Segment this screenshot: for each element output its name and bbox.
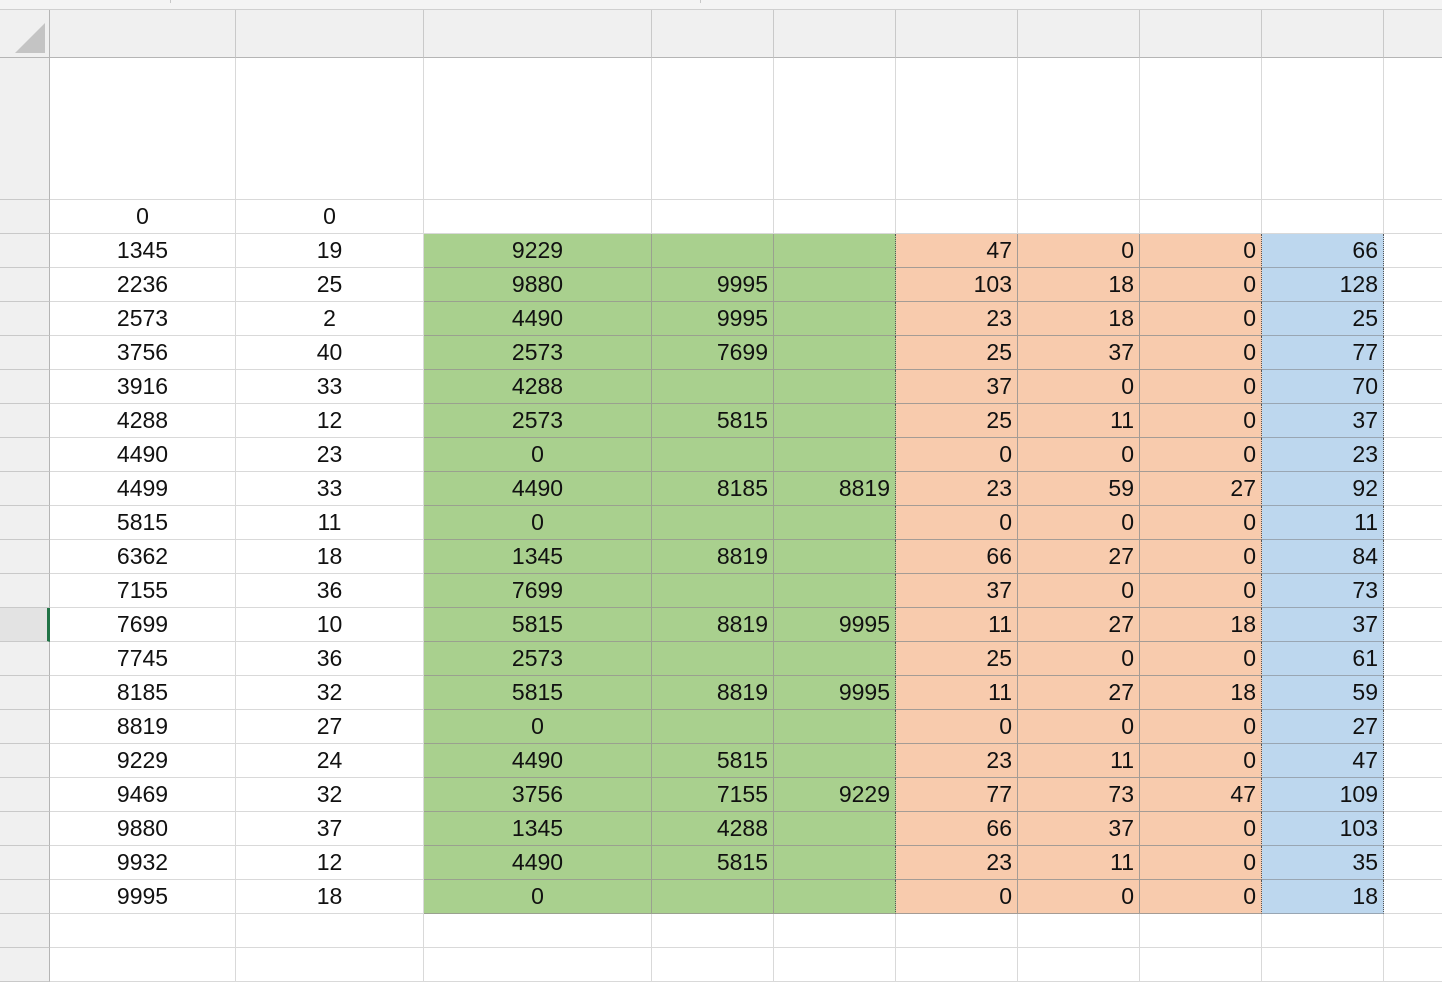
table-cell[interactable] <box>1384 540 1442 574</box>
row-header-7[interactable] <box>0 370 50 404</box>
column-header-b[interactable] <box>236 10 424 58</box>
cell[interactable] <box>236 914 424 948</box>
table-cell[interactable]: 3916 <box>50 370 236 404</box>
table-cell[interactable]: 8819 <box>652 676 774 710</box>
table-cell[interactable] <box>1384 812 1442 846</box>
table-cell[interactable]: 18 <box>1018 302 1140 336</box>
table-cell[interactable]: 32 <box>236 676 424 710</box>
table-cell[interactable]: 1345 <box>50 234 236 268</box>
cell[interactable] <box>1384 58 1442 200</box>
table-cell[interactable]: 0 <box>1140 744 1262 778</box>
cell[interactable] <box>1262 58 1384 200</box>
table-cell[interactable]: 0 <box>1140 438 1262 472</box>
table-cell[interactable]: 24 <box>236 744 424 778</box>
table-cell[interactable]: 0 <box>1140 404 1262 438</box>
cell[interactable] <box>1018 914 1140 948</box>
row-header-11[interactable] <box>0 506 50 540</box>
table-cell[interactable]: 18 <box>1140 676 1262 710</box>
table-cell[interactable]: 9880 <box>424 268 652 302</box>
table-cell[interactable]: 70 <box>1262 370 1384 404</box>
table-cell[interactable] <box>774 404 896 438</box>
table-cell[interactable]: 27 <box>1018 608 1140 642</box>
row-header-24[interactable] <box>0 948 50 982</box>
table-cell[interactable] <box>1384 676 1442 710</box>
row-header-22[interactable] <box>0 880 50 914</box>
table-cell[interactable]: 4490 <box>50 438 236 472</box>
table-cell[interactable]: 0 <box>424 710 652 744</box>
table-cell[interactable]: 0 <box>1140 846 1262 880</box>
table-cell[interactable]: 33 <box>236 370 424 404</box>
table-cell[interactable]: 27 <box>1262 710 1384 744</box>
cell[interactable] <box>896 914 1018 948</box>
cell[interactable] <box>1384 914 1442 948</box>
table-cell[interactable]: 4490 <box>424 302 652 336</box>
table-cell[interactable]: 25 <box>1262 302 1384 336</box>
table-cell[interactable] <box>896 200 1018 234</box>
cell[interactable] <box>652 948 774 982</box>
table-cell[interactable]: 7155 <box>652 778 774 812</box>
table-cell[interactable]: 0 <box>1140 812 1262 846</box>
table-cell[interactable]: 0 <box>1140 336 1262 370</box>
table-cell[interactable] <box>774 540 896 574</box>
table-cell[interactable]: 2573 <box>424 642 652 676</box>
table-cell[interactable]: 12 <box>236 846 424 880</box>
table-cell[interactable] <box>1384 472 1442 506</box>
table-cell[interactable]: 0 <box>896 506 1018 540</box>
table-cell[interactable]: 59 <box>1262 676 1384 710</box>
table-cell[interactable] <box>774 642 896 676</box>
row-header-21[interactable] <box>0 846 50 880</box>
table-cell[interactable] <box>774 234 896 268</box>
table-cell[interactable] <box>774 880 896 914</box>
table-cell[interactable]: 103 <box>896 268 1018 302</box>
table-cell[interactable]: 25 <box>896 336 1018 370</box>
column-header-g[interactable] <box>1018 10 1140 58</box>
table-cell[interactable]: 9995 <box>50 880 236 914</box>
cell[interactable] <box>774 948 896 982</box>
table-cell[interactable]: 4288 <box>652 812 774 846</box>
table-cell[interactable]: 7699 <box>652 336 774 370</box>
row-header-13[interactable] <box>0 574 50 608</box>
table-cell[interactable]: 37 <box>1018 812 1140 846</box>
table-cell[interactable]: 9995 <box>652 268 774 302</box>
window-top-bar <box>0 0 1442 10</box>
column-header-a[interactable] <box>50 10 236 58</box>
table-cell[interactable]: 27 <box>1018 540 1140 574</box>
table-cell[interactable]: 23 <box>896 472 1018 506</box>
column-header-d[interactable] <box>652 10 774 58</box>
table-cell[interactable]: 77 <box>896 778 1018 812</box>
table-cell[interactable]: 18 <box>1262 880 1384 914</box>
table-cell[interactable]: 7699 <box>50 608 236 642</box>
table-cell[interactable] <box>774 812 896 846</box>
table-cell[interactable]: 11 <box>1018 404 1140 438</box>
table-cell[interactable]: 0 <box>1140 574 1262 608</box>
table-cell[interactable]: 4288 <box>50 404 236 438</box>
cell[interactable] <box>1018 58 1140 200</box>
row-header-20[interactable] <box>0 812 50 846</box>
table-cell[interactable]: 47 <box>1140 778 1262 812</box>
table-cell[interactable]: 37 <box>1262 608 1384 642</box>
table-cell[interactable]: 25 <box>896 404 1018 438</box>
table-cell[interactable] <box>1384 336 1442 370</box>
table-cell[interactable]: 2573 <box>424 336 652 370</box>
table-cell[interactable]: 11 <box>236 506 424 540</box>
table-cell[interactable] <box>652 506 774 540</box>
row-header-17[interactable] <box>0 710 50 744</box>
table-cell[interactable]: 2236 <box>50 268 236 302</box>
table-cell[interactable]: 25 <box>896 642 1018 676</box>
table-cell[interactable]: 0 <box>424 880 652 914</box>
table-cell[interactable]: 12 <box>236 404 424 438</box>
table-cell[interactable]: 47 <box>896 234 1018 268</box>
table-cell[interactable]: 59 <box>1018 472 1140 506</box>
table-cell[interactable] <box>1384 574 1442 608</box>
table-cell[interactable]: 5815 <box>652 744 774 778</box>
table-cell[interactable]: 73 <box>1262 574 1384 608</box>
table-cell[interactable]: 4490 <box>424 472 652 506</box>
table-cell[interactable]: 0 <box>1018 574 1140 608</box>
row-header-6[interactable] <box>0 336 50 370</box>
table-cell[interactable]: 8185 <box>50 676 236 710</box>
header-cell-a[interactable] <box>50 58 236 200</box>
table-cell[interactable]: 18 <box>236 540 424 574</box>
table-cell[interactable] <box>1384 642 1442 676</box>
table-cell[interactable]: 9995 <box>774 608 896 642</box>
table-cell[interactable]: 0 <box>1018 370 1140 404</box>
table-cell[interactable]: 11 <box>1262 506 1384 540</box>
table-cell[interactable] <box>1384 880 1442 914</box>
table-cell[interactable]: 66 <box>1262 234 1384 268</box>
table-cell[interactable]: 9229 <box>424 234 652 268</box>
table-cell[interactable] <box>1384 710 1442 744</box>
table-cell[interactable]: 35 <box>1262 846 1384 880</box>
table-cell[interactable] <box>652 710 774 744</box>
table-cell[interactable]: 23 <box>896 846 1018 880</box>
table-cell[interactable] <box>1384 268 1442 302</box>
table-cell[interactable] <box>652 200 774 234</box>
table-cell[interactable]: 0 <box>896 438 1018 472</box>
table-cell[interactable]: 73 <box>1018 778 1140 812</box>
table-cell[interactable] <box>774 438 896 472</box>
table-cell[interactable]: 0 <box>1140 302 1262 336</box>
table-cell[interactable] <box>1384 744 1442 778</box>
table-cell[interactable] <box>774 268 896 302</box>
table-cell[interactable]: 0 <box>1018 880 1140 914</box>
cell[interactable] <box>1140 948 1262 982</box>
table-cell[interactable]: 18 <box>236 880 424 914</box>
table-cell[interactable]: 23 <box>236 438 424 472</box>
table-cell[interactable] <box>774 336 896 370</box>
table-cell[interactable]: 27 <box>1140 472 1262 506</box>
column-header-i[interactable] <box>1262 10 1384 58</box>
table-cell[interactable]: 5815 <box>424 676 652 710</box>
column-header-c[interactable] <box>424 10 652 58</box>
table-cell[interactable]: 27 <box>236 710 424 744</box>
table-cell[interactable] <box>1384 778 1442 812</box>
table-cell[interactable]: 128 <box>1262 268 1384 302</box>
table-cell[interactable]: 4288 <box>424 370 652 404</box>
table-cell[interactable]: 0 <box>1018 642 1140 676</box>
table-cell[interactable] <box>1384 200 1442 234</box>
table-cell[interactable]: 8819 <box>50 710 236 744</box>
table-cell[interactable]: 27 <box>1018 676 1140 710</box>
cell[interactable] <box>774 914 896 948</box>
table-cell[interactable]: 0 <box>424 438 652 472</box>
table-cell[interactable]: 9880 <box>50 812 236 846</box>
table-cell[interactable]: 1345 <box>424 812 652 846</box>
table-cell[interactable]: 9995 <box>652 302 774 336</box>
table-cell[interactable]: 5815 <box>424 608 652 642</box>
table-cell[interactable]: 11 <box>896 608 1018 642</box>
table-cell[interactable]: 8185 <box>652 472 774 506</box>
table-cell[interactable]: 11 <box>896 676 1018 710</box>
table-cell[interactable]: 7745 <box>50 642 236 676</box>
table-cell[interactable]: 36 <box>236 574 424 608</box>
table-cell[interactable]: 7155 <box>50 574 236 608</box>
table-cell[interactable]: 5815 <box>652 846 774 880</box>
table-cell[interactable]: 9469 <box>50 778 236 812</box>
table-cell[interactable]: 23 <box>1262 438 1384 472</box>
row-header-3[interactable] <box>0 234 50 268</box>
table-cell[interactable]: 0 <box>424 506 652 540</box>
table-cell[interactable]: 0 <box>1140 880 1262 914</box>
table-cell[interactable]: 0 <box>1140 642 1262 676</box>
table-cell[interactable]: 66 <box>896 540 1018 574</box>
table-cell[interactable]: 37 <box>1018 336 1140 370</box>
table-cell[interactable]: 0 <box>1018 234 1140 268</box>
table-cell[interactable]: 109 <box>1262 778 1384 812</box>
row-header-14[interactable] <box>0 608 50 642</box>
table-cell[interactable] <box>774 200 896 234</box>
table-cell[interactable]: 84 <box>1262 540 1384 574</box>
select-all-triangle-icon <box>15 23 45 53</box>
table-cell[interactable]: 4499 <box>50 472 236 506</box>
table-cell[interactable] <box>652 370 774 404</box>
cell[interactable] <box>1140 914 1262 948</box>
table-cell[interactable]: 8819 <box>774 472 896 506</box>
table-cell[interactable] <box>652 880 774 914</box>
table-cell[interactable]: 0 <box>1140 234 1262 268</box>
top-bar-tick <box>700 0 701 3</box>
cell[interactable] <box>1262 914 1384 948</box>
table-cell[interactable]: 19 <box>236 234 424 268</box>
table-cell[interactable]: 0 <box>896 880 1018 914</box>
table-cell[interactable]: 40 <box>236 336 424 370</box>
column-header-e[interactable] <box>774 10 896 58</box>
table-cell[interactable]: 0 <box>1140 268 1262 302</box>
select-all-corner[interactable] <box>0 10 50 58</box>
cell[interactable] <box>424 914 652 948</box>
table-cell[interactable] <box>1384 302 1442 336</box>
header-cell-c[interactable] <box>424 58 652 200</box>
table-cell[interactable]: 18 <box>1140 608 1262 642</box>
table-cell[interactable]: 8819 <box>652 540 774 574</box>
table-cell[interactable] <box>1384 608 1442 642</box>
table-cell[interactable]: 37 <box>236 812 424 846</box>
cell[interactable] <box>652 914 774 948</box>
row-header-18[interactable] <box>0 744 50 778</box>
table-cell[interactable] <box>652 574 774 608</box>
row-header-15[interactable] <box>0 642 50 676</box>
table-cell[interactable]: 5815 <box>652 404 774 438</box>
row-header-19[interactable] <box>0 778 50 812</box>
table-cell[interactable] <box>774 846 896 880</box>
table-cell[interactable]: 32 <box>236 778 424 812</box>
table-cell[interactable]: 0 <box>1140 370 1262 404</box>
cell[interactable] <box>50 914 236 948</box>
table-cell[interactable]: 9995 <box>774 676 896 710</box>
column-header-j[interactable] <box>1384 10 1442 58</box>
table-cell[interactable]: 37 <box>1262 404 1384 438</box>
table-cell[interactable]: 4490 <box>424 744 652 778</box>
row-header-23[interactable] <box>0 914 50 948</box>
table-cell[interactable]: 2573 <box>424 404 652 438</box>
cell[interactable] <box>896 948 1018 982</box>
table-cell[interactable]: 61 <box>1262 642 1384 676</box>
table-cell[interactable]: 6362 <box>50 540 236 574</box>
table-cell[interactable]: 3756 <box>424 778 652 812</box>
row-header-2[interactable] <box>0 200 50 234</box>
table-cell[interactable] <box>1384 370 1442 404</box>
table-cell[interactable]: 92 <box>1262 472 1384 506</box>
table-cell[interactable] <box>652 642 774 676</box>
header-cell-b[interactable] <box>236 58 424 200</box>
row-header-8[interactable] <box>0 404 50 438</box>
row-header-10[interactable] <box>0 472 50 506</box>
table-cell[interactable] <box>1140 200 1262 234</box>
cell[interactable] <box>236 948 424 982</box>
column-header-h[interactable] <box>1140 10 1262 58</box>
cell[interactable] <box>896 58 1018 200</box>
column-header-f[interactable] <box>896 10 1018 58</box>
table-cell[interactable] <box>652 234 774 268</box>
table-cell[interactable]: 103 <box>1262 812 1384 846</box>
table-cell[interactable]: 0 <box>1140 710 1262 744</box>
table-cell[interactable]: 9229 <box>774 778 896 812</box>
table-cell[interactable]: 9932 <box>50 846 236 880</box>
cell[interactable] <box>1262 948 1384 982</box>
top-bar-tick <box>170 0 171 3</box>
cell[interactable] <box>1018 948 1140 982</box>
table-cell[interactable]: 0 <box>236 200 424 234</box>
table-cell[interactable] <box>1384 846 1442 880</box>
table-cell[interactable] <box>1384 234 1442 268</box>
cell[interactable] <box>424 948 652 982</box>
row-header-9[interactable] <box>0 438 50 472</box>
table-cell[interactable] <box>774 710 896 744</box>
table-cell[interactable] <box>774 744 896 778</box>
table-cell[interactable]: 2573 <box>50 302 236 336</box>
table-cell[interactable]: 77 <box>1262 336 1384 370</box>
table-cell[interactable] <box>1384 506 1442 540</box>
table-cell[interactable]: 0 <box>1018 438 1140 472</box>
table-cell[interactable]: 33 <box>236 472 424 506</box>
table-cell[interactable]: 11 <box>1018 846 1140 880</box>
table-cell[interactable]: 0 <box>1140 506 1262 540</box>
table-cell[interactable] <box>652 438 774 472</box>
table-cell[interactable] <box>1384 438 1442 472</box>
cell[interactable] <box>1384 948 1442 982</box>
table-cell[interactable] <box>774 370 896 404</box>
table-cell[interactable] <box>1262 200 1384 234</box>
row-header-16[interactable] <box>0 676 50 710</box>
table-cell[interactable] <box>1018 200 1140 234</box>
table-cell[interactable]: 0 <box>896 710 1018 744</box>
table-cell[interactable] <box>774 302 896 336</box>
table-cell[interactable]: 37 <box>896 370 1018 404</box>
table-cell[interactable] <box>774 574 896 608</box>
row-header-12[interactable] <box>0 540 50 574</box>
row-header-1[interactable] <box>0 58 50 200</box>
table-cell[interactable]: 47 <box>1262 744 1384 778</box>
row-header-4[interactable] <box>0 268 50 302</box>
table-cell[interactable]: 9229 <box>50 744 236 778</box>
cell[interactable] <box>774 58 896 200</box>
table-cell[interactable]: 25 <box>236 268 424 302</box>
table-cell[interactable] <box>1384 404 1442 438</box>
table-cell[interactable] <box>424 200 652 234</box>
table-cell[interactable]: 0 <box>1018 506 1140 540</box>
cell[interactable] <box>50 948 236 982</box>
table-cell[interactable]: 7699 <box>424 574 652 608</box>
table-cell[interactable]: 36 <box>236 642 424 676</box>
table-cell[interactable]: 5815 <box>50 506 236 540</box>
table-cell[interactable]: 4490 <box>424 846 652 880</box>
table-cell[interactable]: 23 <box>896 302 1018 336</box>
table-cell[interactable]: 2 <box>236 302 424 336</box>
table-cell[interactable]: 1345 <box>424 540 652 574</box>
table-cell[interactable]: 10 <box>236 608 424 642</box>
row-header-5[interactable] <box>0 302 50 336</box>
table-cell[interactable]: 3756 <box>50 336 236 370</box>
table-cell[interactable]: 18 <box>1018 268 1140 302</box>
table-cell[interactable] <box>774 506 896 540</box>
table-cell[interactable]: 0 <box>50 200 236 234</box>
cell[interactable] <box>1140 58 1262 200</box>
table-cell[interactable]: 0 <box>1140 540 1262 574</box>
table-cell[interactable]: 11 <box>1018 744 1140 778</box>
cell[interactable] <box>652 58 774 200</box>
table-cell[interactable]: 66 <box>896 812 1018 846</box>
table-cell[interactable]: 37 <box>896 574 1018 608</box>
table-cell[interactable]: 8819 <box>652 608 774 642</box>
table-cell[interactable]: 0 <box>1018 710 1140 744</box>
table-cell[interactable]: 23 <box>896 744 1018 778</box>
